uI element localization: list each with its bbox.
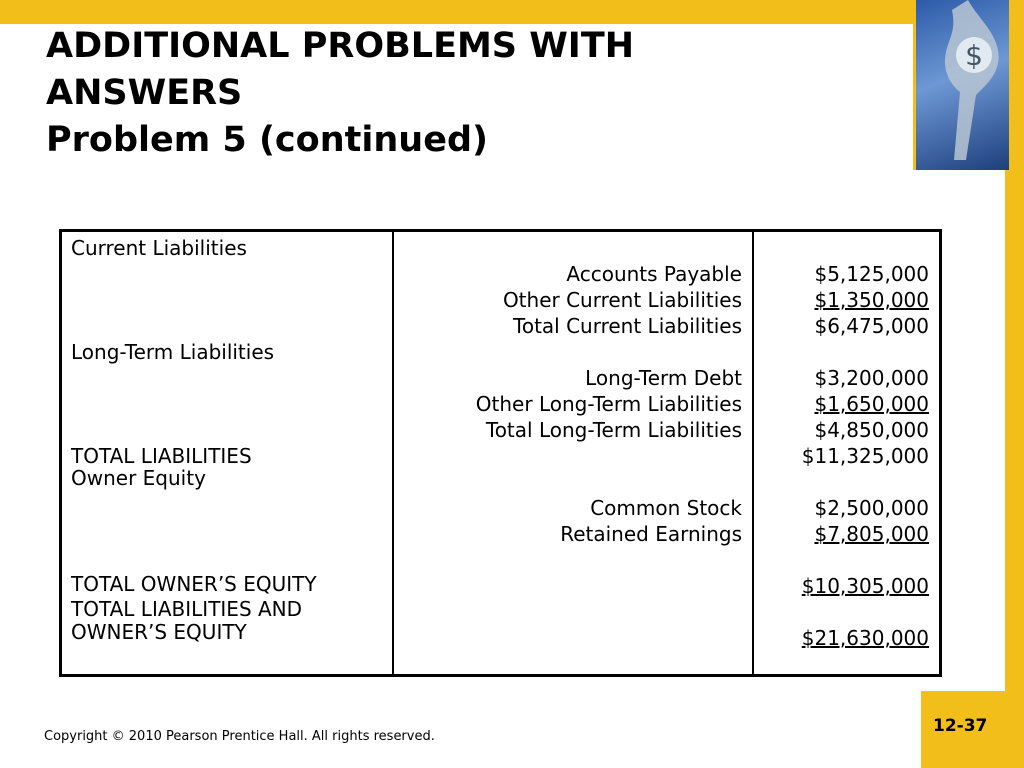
category-column: [62, 232, 394, 674]
long-term-debt-label: Long-Term Debt: [585, 366, 742, 390]
common-stock-amount: $2,500,000: [814, 496, 929, 520]
slide-title: [46, 23, 906, 164]
balance-sheet-table: [59, 229, 942, 677]
accounts-payable-label: Accounts Payable: [566, 262, 742, 286]
title-line-2: ANSWERS: [46, 73, 243, 113]
retained-earnings-amount: $7,805,000: [814, 522, 929, 546]
other-current-label: Other Current Liabilities: [502, 288, 742, 312]
total-liab-equity-amount: $21,630,000: [801, 626, 929, 650]
total-long-term-amount: $4,850,000: [814, 418, 929, 442]
common-stock-label: Common Stock: [590, 496, 742, 520]
other-long-term-label: Other Long-Term Liabilities: [475, 392, 742, 416]
total-liab-equity-label-2: OWNER’S EQUITY: [71, 620, 247, 644]
long-term-liabilities-label: Long-Term Liabilities: [71, 340, 275, 364]
total-current-label: Total Current Liabilities: [513, 314, 742, 338]
owner-equity-label: Owner Equity: [71, 466, 206, 490]
total-current-amount: $6,475,000: [814, 314, 929, 338]
copyright-text: Copyright © 2010 Pearson Prentice Hall. All rights reserved.: [44, 729, 435, 744]
total-liab-equity-label-1: TOTAL LIABILITIES AND: [71, 597, 303, 621]
title-line-3: Problem 5 (continued): [46, 120, 488, 160]
accounts-payable-amount: $5,125,000: [814, 262, 929, 286]
total-liabilities-label: TOTAL LIABILITIES: [71, 444, 252, 468]
svg-text:$: $: [965, 39, 983, 72]
total-owners-equity-label: TOTAL OWNER’S EQUITY: [71, 572, 317, 596]
other-current-amount: $1,350,000: [814, 288, 929, 312]
total-long-term-label: Total Long-Term Liabilities: [485, 418, 742, 442]
long-term-debt-amount: $3,200,000: [814, 366, 929, 390]
title-line-1: ADDITIONAL PROBLEMS WITH: [46, 26, 634, 66]
total-owners-equity-amount: $10,305,000: [801, 574, 929, 598]
wrench-dollar-icon: [913, 0, 1009, 170]
account-column: [394, 232, 754, 674]
total-liabilities-amount: $11,325,000: [801, 444, 929, 468]
retained-earnings-label: Retained Earnings: [560, 522, 742, 546]
top-accent-bar: [0, 0, 1024, 24]
current-liabilities-label: Current Liabilities: [71, 236, 247, 260]
amount-column: [754, 232, 939, 674]
other-long-term-amount: $1,650,000: [814, 392, 929, 416]
page-number: 12-37: [933, 716, 988, 736]
